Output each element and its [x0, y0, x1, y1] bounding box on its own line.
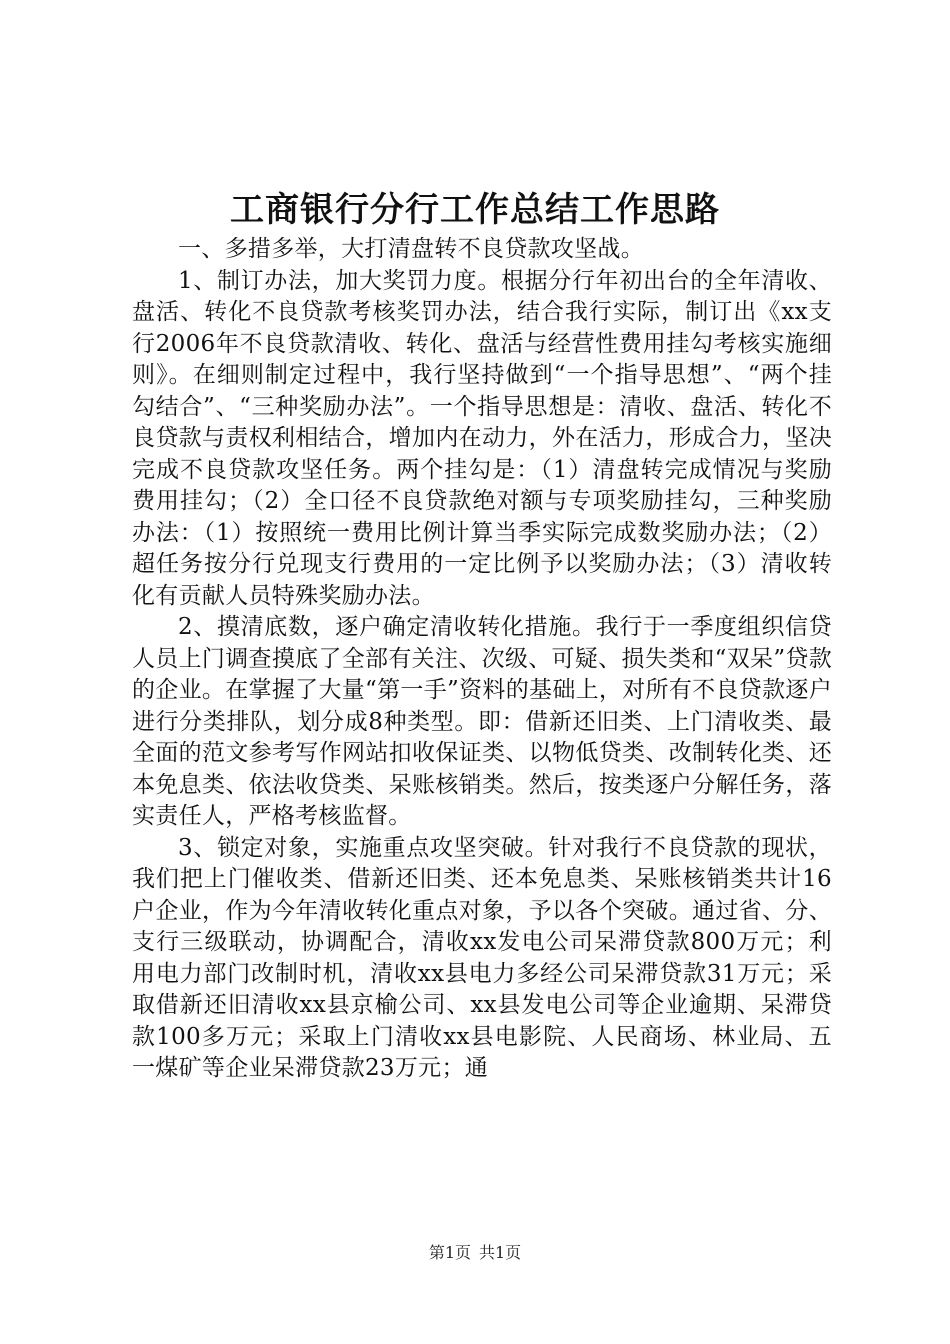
document-title: 工商银行分行工作总结工作思路: [230, 190, 720, 230]
page-footer: [0, 1242, 950, 1264]
page-total: 共1页: [479, 1243, 522, 1262]
paragraph-measures: 1、制订办法，加大奖罚力度。根据分行年初出台的全年清收、盘活、转化不良贷款考核奖罚办法，结合我行实际，制订出《xx支行2006年不良贷款清收、转化、盘活与经营性费用挂勾考核实施细则》。在细则制定过程中，我行坚持做到“一个指导思想”、“两个挂勾结合”、“三种奖励办法”。一个指导思想是：清收、盘活、转化不良贷款与责权利相结合，增加内在动力，外在活力，形成合力，坚决完成不良贷款攻坚任务。两个挂勾是：（1）清盘转完成情况与奖励费用挂勾；（2）全口径不良贷款绝对额与专项奖励挂勾，三种奖励办法：（1）按照统一费用比例计算当季实际完成数奖励办法；（2）超任务按分行兑现支行费用的一定比例予以奖励办法；（3）清收转化有贡献人员特殊奖励办法。: [132, 267, 832, 609]
page-number: 第1页: [428, 1243, 471, 1262]
paragraph-classification: 2、摸清底数，逐户确定清收转化措施。我行于一季度组织信贷人员上门调查摸底了全部有关注、次级、可疑、损失类和“双呆”贷款的企业。在掌握了大量“第一手”资料的基础上，对所有不良贷款逐户进行分类排队，划分成8种类型。即：借新还旧类、上门清收类、最全面的范文参考写作网站扣收保证类、以物低贷类、改制转化类、还本免息类、依法收贷类、呆账核销类。然后，按类逐户分解任务，落实责任人，严格考核监督。: [132, 614, 832, 829]
section-heading: 一、多措多举，大打清盘转不良贷款攻坚战。: [178, 236, 644, 262]
document-body: [132, 234, 832, 1085]
paragraph-key-targets: 3、锁定对象，实施重点攻坚突破。针对我行不良贷款的现状，我们把上门催收类、借新还旧类、还本免息类、呆账核销类共计16户企业，作为今年清收转化重点对象，予以各个突破。通过省、分、支行三级联动，协调配合，清收xx发电公司呆滞贷款800万元；利用电力部门改制时机，清收xx县电力多经公司呆滞贷款31万元；采取借新还旧清收xx县京榆公司、xx县发电公司等企业逾期、呆滞贷款100多万元；采取上门清收xx县电影院、人民商场、林业局、五一煤矿等企业呆滞贷款23万元；通: [132, 834, 832, 1081]
